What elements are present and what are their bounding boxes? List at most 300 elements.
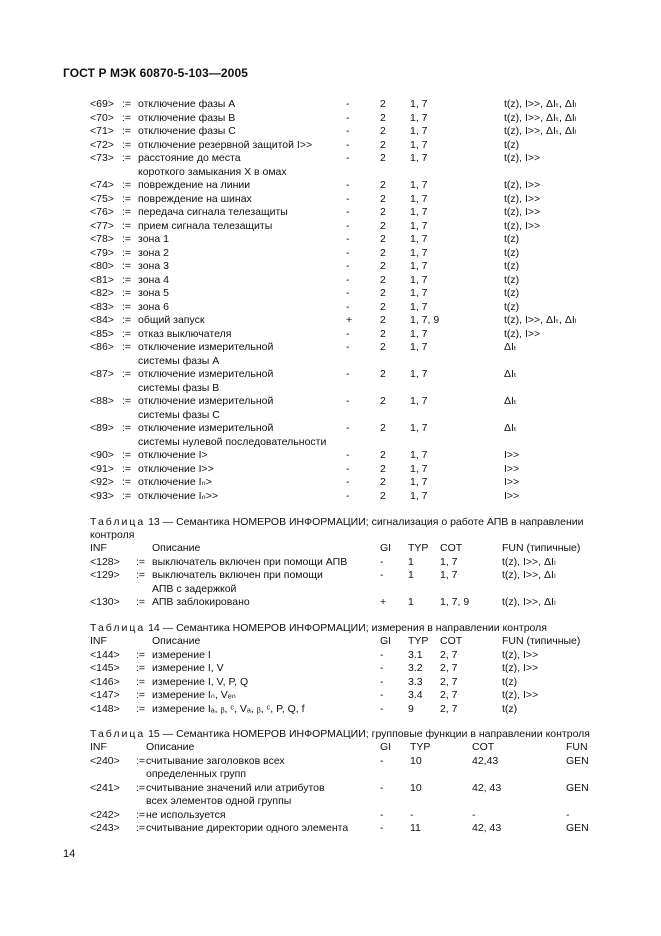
fun-value: I>> (504, 489, 520, 502)
t12-row (90, 287, 610, 301)
description: отключение Iₙ> (138, 476, 212, 488)
typ-value: 2 (380, 219, 386, 232)
caption-text: 14 — Семантика НОМЕРОВ ИНФОРМАЦИИ; измерения в направлении контроля (145, 622, 547, 634)
gi-value: - (346, 138, 350, 151)
inf-code: <243> (90, 822, 120, 834)
cot-value: 1, 7 (410, 111, 428, 124)
fun-value: ΔIₜ (504, 422, 518, 434)
t12-row (90, 490, 610, 504)
inf-code: <74> (90, 179, 114, 191)
inf-code: <242> (90, 808, 120, 821)
col-fun-header: FUN (типичные) (502, 635, 581, 647)
gi-value: - (380, 689, 384, 701)
typ-value: 1 (408, 596, 414, 608)
assign-symbol: := (136, 662, 146, 674)
typ-value: 3.3 (408, 675, 423, 688)
cot-value: 1, 7 (410, 395, 428, 407)
t12-row (90, 233, 610, 247)
fun-value: t(z) (504, 233, 520, 245)
table-12-continuation (90, 98, 610, 503)
assign-symbol: := (136, 648, 146, 661)
t14-row (90, 689, 610, 703)
fun-value: t(z) (502, 702, 518, 715)
gi-value: - (346, 246, 350, 259)
t12-row (90, 382, 610, 396)
assign-symbol: := (122, 341, 132, 353)
inf-code: <76> (90, 206, 114, 218)
t12-row (90, 98, 610, 112)
typ-value: 2 (380, 489, 386, 502)
typ-value: 10 (410, 781, 422, 794)
cot-value: 1, 7 (410, 287, 428, 299)
t12-row (90, 125, 610, 139)
col-cot-header: COT (472, 741, 495, 753)
cot-value: 42, 43 (472, 822, 502, 834)
t12-row (90, 395, 610, 409)
caption-text: 15 — Семантика НОМЕРОВ ИНФОРМАЦИИ; групповые функции в направлении контроля (145, 728, 590, 740)
col-cot-header: COT (440, 542, 463, 554)
cot-value: 1, 7 (410, 449, 428, 461)
inf-code: <90> (90, 449, 114, 461)
t15-row (90, 768, 610, 782)
inf-code: <71> (90, 125, 114, 137)
inf-code: <87> (90, 368, 114, 380)
cot-value: 1, 7 (410, 246, 428, 259)
t12-row (90, 260, 610, 274)
cot-value: 1, 7, 9 (440, 596, 470, 608)
t12-row (90, 328, 610, 342)
assign-symbol: := (122, 449, 132, 461)
assign-symbol: := (122, 138, 132, 151)
gi-value: - (380, 702, 384, 715)
t15-row (90, 755, 610, 769)
gi-value: - (380, 662, 384, 674)
cot-value: 1, 7 (410, 300, 428, 313)
assign-symbol: := (136, 689, 146, 701)
typ-value: 2 (380, 192, 386, 205)
caption-label: Таблица (90, 516, 146, 528)
caption-text: 13 — Семантика НОМЕРОВ ИНФОРМАЦИИ; сигнализация о работе АПВ в направлении контроля (90, 516, 584, 541)
cot-value: 1, 7 (410, 273, 428, 286)
cot-value: 1, 7 (410, 125, 428, 137)
gi-value: - (346, 449, 350, 461)
cot-value: 1, 7 (410, 98, 428, 110)
t15-row (90, 795, 610, 809)
cot-value: 2, 7 (440, 648, 458, 661)
description-continued: определенных групп (146, 768, 247, 780)
description-continued: АПВ с задержкой (152, 582, 237, 595)
description: отключение измерительной (138, 395, 274, 407)
fun-value: t(z), I>>, ΔIₗ (502, 555, 556, 568)
description: отключение фазы В (138, 111, 236, 124)
inf-code: <79> (90, 246, 114, 259)
fun-value: t(z), I>> (502, 689, 539, 701)
gi-value: - (380, 675, 384, 688)
gi-value: - (346, 341, 350, 353)
description: зона 2 (138, 246, 169, 259)
assign-symbol: := (136, 702, 146, 715)
typ-value: 2 (380, 111, 386, 124)
assign-symbol: := (136, 569, 146, 581)
inf-code: <147> (90, 689, 120, 701)
assign-symbol: := (122, 314, 132, 326)
description: повреждение на линии (138, 179, 251, 191)
assign-symbol: := (122, 476, 132, 488)
inf-code: <70> (90, 111, 114, 124)
t15-row (90, 782, 610, 796)
gi-value: - (346, 395, 350, 407)
gi-value: - (380, 754, 384, 767)
inf-code: <241> (90, 781, 120, 794)
t13-row (90, 569, 610, 583)
column-headers (90, 635, 610, 649)
typ-value: 3.1 (408, 648, 423, 661)
fun-value: t(z), I>> (504, 152, 541, 164)
cot-value: 1, 7 (410, 179, 428, 191)
gi-value: - (346, 422, 350, 434)
description: отключение измерительной (138, 341, 274, 353)
typ-value: 2 (380, 368, 386, 380)
gi-value: - (346, 489, 350, 502)
assign-symbol: := (136, 596, 146, 608)
gi-value: - (346, 111, 350, 124)
cot-value: 1, 7 (410, 422, 428, 434)
description: измерение I, V (152, 662, 224, 674)
assign-symbol: := (122, 98, 132, 110)
fun-value: GEN (566, 781, 589, 794)
inf-code: <80> (90, 260, 114, 272)
inf-code: <73> (90, 152, 114, 164)
assign-symbol: := (122, 462, 132, 475)
assign-symbol: := (122, 192, 132, 205)
typ-value: 2 (380, 395, 386, 407)
t12-row (90, 247, 610, 261)
typ-value: 2 (380, 462, 386, 475)
t12-row (90, 193, 610, 207)
fun-value: t(z), I>> (502, 648, 539, 661)
gi-value: - (346, 219, 350, 232)
inf-code: <148> (90, 702, 120, 715)
typ-value: 2 (380, 476, 386, 488)
cot-value: 1, 7 (410, 138, 428, 151)
gi-value: - (346, 476, 350, 488)
t12-row (90, 166, 610, 180)
cot-value: 1, 7 (410, 341, 428, 353)
assign-symbol: := (136, 822, 146, 834)
gi-value: - (380, 808, 384, 821)
t12-row (90, 179, 610, 193)
inf-code: <92> (90, 476, 114, 488)
inf-code: <240> (90, 754, 120, 767)
description: выключатель включен при помощи АПВ (152, 555, 348, 568)
description: отключение I>> (138, 462, 214, 475)
description: измерение I, V, P, Q (152, 675, 249, 688)
cot-value: 1, 7 (410, 152, 428, 164)
assign-symbol: := (122, 300, 132, 313)
inf-code: <83> (90, 300, 114, 313)
description: считывание заголовков всех (146, 754, 285, 767)
description: считывание значений или атрибутов (146, 781, 325, 794)
assign-symbol: := (122, 368, 132, 380)
fun-value: t(z), I>> (504, 179, 541, 191)
t14-row (90, 649, 610, 663)
assign-symbol: := (122, 260, 132, 272)
cot-value: 1, 7 (410, 327, 428, 340)
description: отключение Iₙ>> (138, 489, 218, 502)
col-typ-header: TYP (408, 542, 429, 554)
cot-value: 1, 7 (410, 219, 428, 232)
description: выключатель включен при помощи (152, 569, 323, 581)
gi-value: - (346, 206, 350, 218)
inf-code: <128> (90, 555, 120, 568)
gi-value: - (346, 287, 350, 299)
cot-value: 1, 7 (410, 489, 428, 502)
inf-code: <146> (90, 675, 120, 688)
description: отключение измерительной (138, 422, 274, 434)
description: общий запуск (138, 314, 205, 326)
inf-code: <78> (90, 233, 114, 245)
typ-value: 2 (380, 273, 386, 286)
fun-value: GEN (566, 822, 589, 834)
t12-row (90, 341, 610, 355)
caption-label: Таблица (90, 728, 146, 740)
inf-code: <81> (90, 273, 114, 286)
fun-value: t(z) (502, 675, 518, 688)
inf-code: <93> (90, 489, 114, 502)
typ-value: 2 (380, 152, 386, 164)
col-gi-header: GI (380, 741, 392, 753)
cot-value: 2, 7 (440, 702, 458, 715)
inf-code: <130> (90, 596, 120, 608)
col-desc-header: Описание (146, 741, 195, 753)
assign-symbol: := (122, 111, 132, 124)
inf-code: <72> (90, 138, 114, 151)
gi-value: - (346, 273, 350, 286)
t13-row (90, 556, 610, 570)
gi-value: - (346, 300, 350, 313)
assign-symbol: := (136, 555, 146, 568)
gi-value: - (380, 648, 384, 661)
assign-symbol: := (122, 327, 132, 340)
cot-value: 1, 7 (410, 368, 428, 380)
description-continued: короткого замыкания X в омах (138, 165, 287, 178)
t14-row (90, 662, 610, 676)
assign-symbol: := (122, 422, 132, 434)
table-14 (90, 622, 610, 716)
typ-value: 2 (380, 314, 386, 326)
typ-value: 2 (380, 422, 386, 434)
t12-row (90, 112, 610, 126)
t12-row (90, 422, 610, 436)
fun-value: t(z), I>> (504, 327, 541, 340)
fun-value: ΔIₜ (504, 395, 518, 407)
gi-value: - (346, 462, 350, 475)
description: измерение I (152, 648, 211, 661)
typ-value: 2 (380, 341, 386, 353)
inf-code: <85> (90, 327, 114, 340)
col-inf-header: INF (90, 542, 107, 554)
col-inf-header: INF (90, 635, 107, 647)
fun-value: t(z), I>>, ΔIₜ, ΔIₗ (504, 125, 577, 137)
typ-value: 1 (408, 555, 414, 568)
col-fun-header: FUN (566, 741, 588, 753)
fun-value: I>> (504, 476, 520, 488)
description: отключение фазы С (138, 125, 236, 137)
inf-code: <129> (90, 569, 120, 581)
gi-value: - (346, 260, 350, 272)
gi-value: - (346, 125, 350, 137)
typ-value: - (410, 808, 414, 821)
typ-value: 2 (380, 300, 386, 313)
cot-value: 1, 7 (410, 260, 428, 272)
description: не используется (146, 808, 226, 821)
fun-value: ΔIₜ (504, 368, 518, 380)
typ-value: 2 (380, 125, 386, 137)
inf-code: <69> (90, 98, 114, 110)
t12-row (90, 355, 610, 369)
col-typ-header: TYP (410, 741, 431, 753)
gi-value: - (346, 327, 350, 340)
typ-value: 3.4 (408, 689, 423, 701)
description: отключение измерительной (138, 368, 274, 380)
description-continued: системы нулевой последовательности (138, 435, 327, 448)
inf-code: <75> (90, 192, 114, 205)
cot-value: 1, 7 (410, 462, 428, 475)
assign-symbol: := (136, 675, 146, 688)
fun-value: t(z) (504, 287, 520, 299)
description: передача сигнала телезащиты (138, 206, 288, 218)
gi-value: - (346, 192, 350, 205)
typ-value: 2 (380, 138, 386, 151)
gi-value: - (346, 368, 350, 380)
description: зона 4 (138, 273, 169, 286)
cot-value: 1, 7, 9 (410, 314, 440, 326)
cot-value: 42,43 (472, 754, 499, 767)
description: зона 5 (138, 287, 169, 299)
assign-symbol: := (136, 754, 146, 767)
inf-code: <77> (90, 219, 114, 232)
assign-symbol: := (122, 273, 132, 286)
cot-value: 2, 7 (440, 675, 458, 688)
fun-value: t(z), I>>, ΔIₜ, ΔIₗ (504, 98, 577, 110)
document-header: ГОСТ Р МЭК 60870-5-103—2005 (63, 66, 248, 80)
t13-row (90, 596, 610, 610)
fun-value: t(z), I>>, ΔIₗ (502, 596, 556, 608)
t12-row (90, 152, 610, 166)
fun-value: t(z) (504, 300, 520, 313)
cot-value: 1, 7 (410, 233, 428, 245)
assign-symbol: := (122, 489, 132, 502)
fun-value: GEN (566, 754, 589, 767)
description: отключение резервной защитой I>> (138, 138, 313, 151)
t12-row (90, 206, 610, 220)
table-15 (90, 728, 610, 836)
inf-code: <91> (90, 462, 114, 475)
col-fun-header: FUN (типичные) (502, 542, 581, 554)
gi-value: - (380, 822, 384, 834)
description: прием сигнала телезащиты (138, 219, 273, 232)
description: повреждение на шинах (138, 192, 252, 205)
cot-value: 2, 7 (440, 662, 458, 674)
fun-value: t(z), I>>, ΔIₜ, ΔIₗ (504, 111, 577, 124)
t12-row (90, 476, 610, 490)
inf-code: <88> (90, 395, 114, 407)
fun-value: t(z), I>>, ΔIₜ, ΔIₗ (504, 314, 577, 326)
t12-row (90, 436, 610, 450)
col-inf-header: INF (90, 741, 107, 753)
fun-value: I>> (504, 449, 520, 461)
fun-value: t(z), I>> (504, 219, 541, 232)
typ-value: 2 (380, 287, 386, 299)
description: отказ выключателя (138, 327, 232, 340)
assign-symbol: := (122, 179, 132, 191)
col-cot-header: COT (440, 635, 463, 647)
t12-row (90, 220, 610, 234)
inf-code: <144> (90, 648, 120, 661)
description: зона 1 (138, 233, 169, 245)
inf-code: <89> (90, 422, 114, 434)
cot-value: 1, 7 (440, 555, 458, 568)
cot-value: 1, 7 (410, 476, 428, 488)
col-typ-header: TYP (408, 635, 429, 647)
gi-value: + (380, 596, 387, 608)
col-desc-header: Описание (152, 635, 201, 647)
description: отключение I> (138, 449, 208, 461)
inf-code: <84> (90, 314, 114, 326)
caption-label: Таблица (90, 622, 146, 634)
table-caption (90, 728, 610, 741)
typ-value: 2 (380, 246, 386, 259)
t12-row (90, 314, 610, 328)
assign-symbol: := (122, 152, 132, 164)
t15-row (90, 822, 610, 836)
table-13 (90, 516, 610, 610)
gi-value: - (346, 179, 350, 191)
description: измерение Iₙ, Vₑₙ (152, 689, 236, 701)
table-caption (90, 516, 610, 542)
assign-symbol: := (122, 206, 132, 218)
fun-value: t(z), I>> (504, 192, 541, 205)
t12-row (90, 301, 610, 315)
t14-row (90, 703, 610, 717)
column-headers (90, 741, 610, 755)
cot-value: - (472, 808, 476, 821)
t12-row (90, 274, 610, 288)
assign-symbol: := (122, 246, 132, 259)
typ-value: 9 (408, 702, 414, 715)
gi-value: - (380, 569, 384, 581)
description-continued: системы фазы В (138, 381, 220, 394)
typ-value: 1 (408, 569, 414, 581)
column-headers (90, 542, 610, 556)
gi-value: - (346, 233, 350, 245)
description: зона 6 (138, 300, 169, 313)
gi-value: + (346, 314, 353, 326)
typ-value: 2 (380, 449, 386, 461)
col-desc-header: Описание (152, 542, 201, 554)
inf-code: <86> (90, 341, 114, 353)
fun-value: t(z) (504, 273, 520, 286)
cot-value: 1, 7 (440, 569, 458, 581)
description: измерение Iₐ, ᵦ, ᶜ, Vₐ, ᵦ, ᶜ, P, Q, f (152, 702, 305, 715)
typ-value: 2 (380, 327, 386, 340)
assign-symbol: := (136, 781, 146, 794)
description-continued: системы фазы А (138, 354, 220, 367)
fun-value: I>> (504, 462, 520, 475)
fun-value: t(z), I>> (504, 206, 541, 218)
t12-row (90, 449, 610, 463)
fun-value: t(z), I>> (502, 662, 539, 674)
